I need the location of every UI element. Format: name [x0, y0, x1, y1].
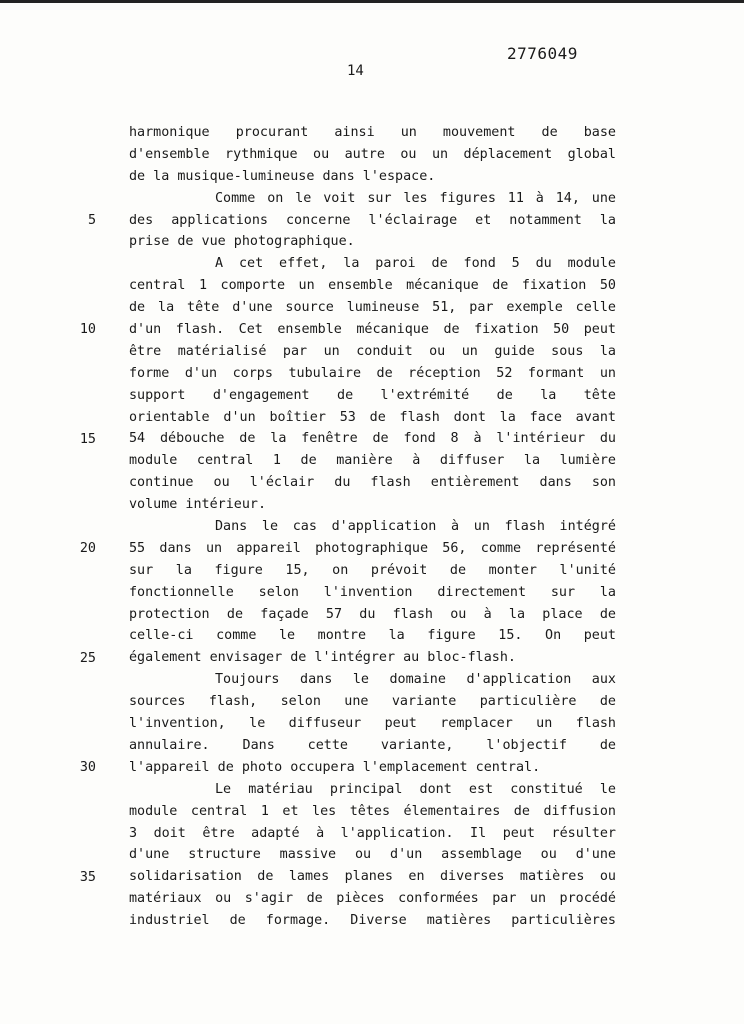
text-line: 54 débouche de la fenêtre de fond 8 à l'intérieur du [129, 431, 616, 447]
margin-line-number: 10 [79, 322, 96, 338]
text-line: continue ou l'éclair du flash entièrement dans son [129, 475, 616, 491]
text-line: 3 doit être adapté à l'application. Il peut résulter [129, 825, 616, 841]
body-text [129, 122, 616, 932]
text-line: Toujours dans le domaine d'application aux [215, 672, 616, 688]
text-line: protection de façade 57 du flash ou à la place de [129, 606, 616, 622]
margin-line-number: 20 [79, 541, 96, 557]
text-line: central 1 comporte un ensemble mécanique de fixation 50 [129, 278, 616, 294]
text-line: module central 1 de manière à diffuser la lumière [129, 453, 616, 469]
text-line: celle-ci comme le montre la figure 15. On peut [129, 628, 616, 644]
text-line: volume intérieur. [129, 497, 267, 513]
text-line: forme d'un corps tubulaire de réception 52 formant un [129, 365, 616, 381]
text-line: Comme on le voit sur les figures 11 à 14, une [215, 190, 616, 206]
text-line: fonctionnelle selon l'invention directement sur la [129, 584, 616, 600]
text-line: d'un flash. Cet ensemble mécanique de fixation 50 peut [129, 322, 616, 338]
text-line: également envisager de l'intégrer au bloc-flash. [129, 650, 516, 666]
text-line: module central 1 et les têtes élementaires de diffusion [129, 803, 616, 819]
text-line: être matérialisé par un conduit ou un guide sous la [129, 343, 616, 359]
text-line: de la tête d'une source lumineuse 51, par exemple celle [129, 300, 616, 316]
text-line: harmonique procurant ainsi un mouvement de base [129, 125, 616, 140]
text-line: 55 dans un appareil photographique 56, comme représenté [129, 540, 616, 556]
text-line: sources flash, selon une variante particulière de [129, 694, 616, 710]
text-line: industriel de formage. Diverse matières particulières [129, 913, 616, 929]
scan-top-edge [0, 0, 744, 3]
text-line: solidarisation de lames planes en diverses matières ou [129, 869, 616, 885]
margin-line-number: 35 [79, 869, 96, 885]
margin-line-number: 30 [79, 760, 96, 776]
text-line: annulaire. Dans cette variante, l'objectif de [129, 737, 616, 753]
patent-number: 2776049 [507, 44, 578, 63]
text-line: sur la figure 15, on prévoit de monter l'unité [129, 562, 616, 578]
text-line: de la musique-lumineuse dans l'espace. [129, 168, 436, 184]
text-line: Dans le cas d'application à un flash intégré [215, 519, 616, 535]
page-number: 14 [347, 63, 364, 79]
text-line: matériaux ou s'agir de pièces conformées par un procédé [129, 891, 616, 907]
margin-line-number: 5 [87, 212, 96, 228]
text-line: l'appareil de photo occupera l'emplacement central. [129, 759, 541, 775]
text-line: d'ensemble rythmique ou autre ou un déplacement global [129, 146, 616, 162]
margin-line-number: 15 [79, 431, 96, 447]
text-line: l'invention, le diffuseur peut remplacer un flash [129, 716, 616, 732]
text-line: d'une structure massive ou d'un assemblage ou d'une [129, 847, 616, 863]
text-line: orientable d'un boîtier 53 de flash dont la face avant [129, 409, 616, 425]
text-line: des applications concerne l'éclairage et notamment la [129, 212, 616, 228]
text-line: Le matériau principal dont est constitué le [215, 781, 616, 797]
text-line: prise de vue photographique. [129, 234, 355, 250]
margin-line-number: 25 [79, 650, 96, 666]
text-line: A cet effet, la paroi de fond 5 du module [215, 256, 616, 272]
text-line: support d'engagement de l'extrémité de la tête [129, 387, 616, 403]
